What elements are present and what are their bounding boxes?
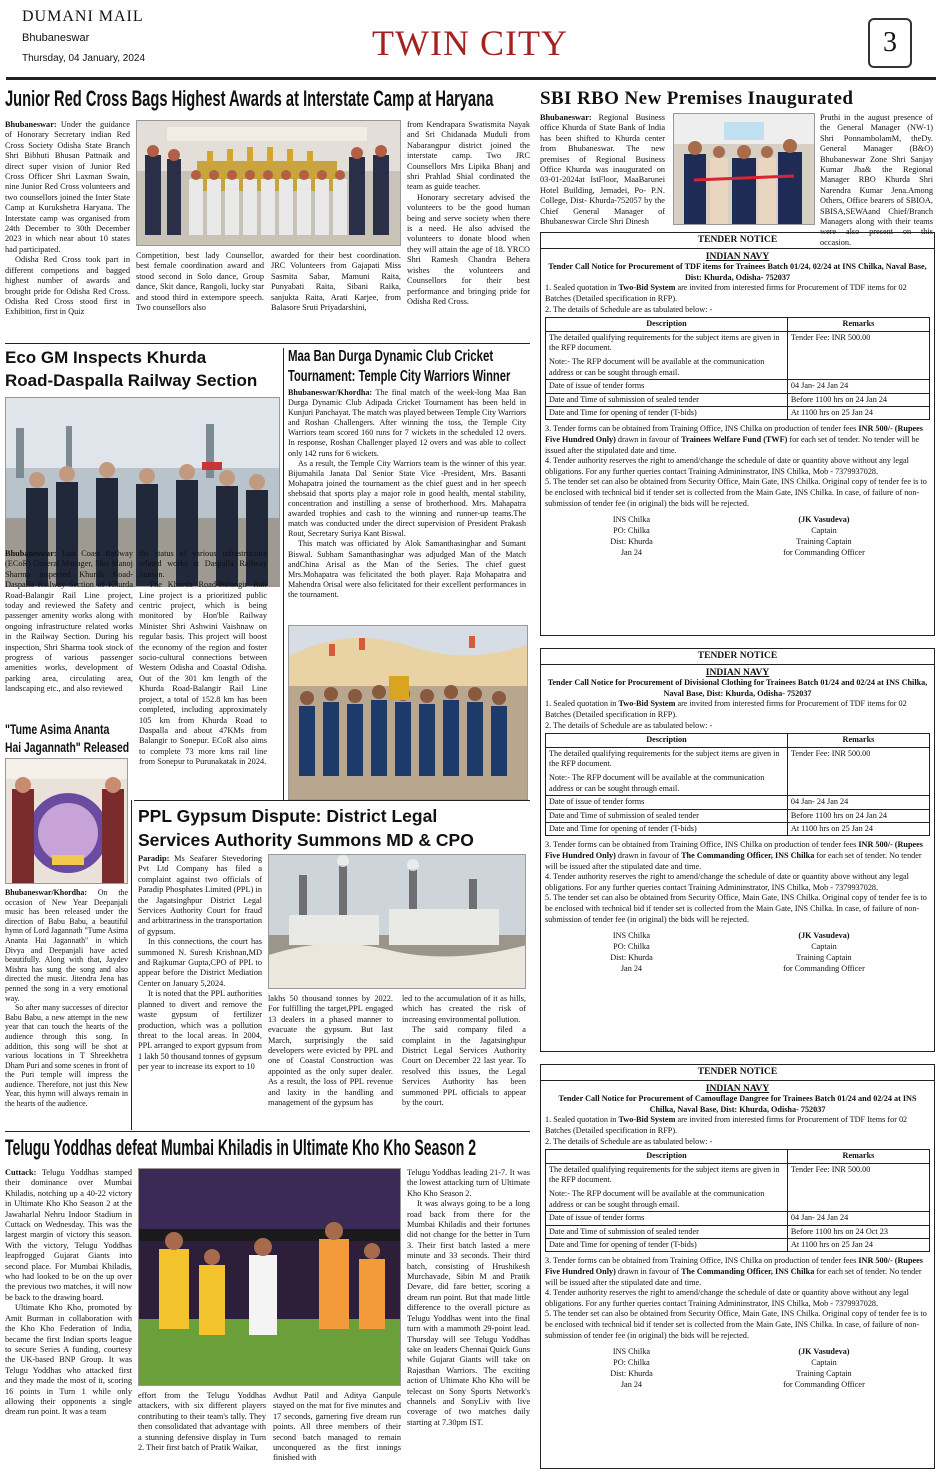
address-block: INS Chilka PO: Chilka Dist: Khurda Jan 24 <box>610 515 653 557</box>
tender-line-1: 1. Sealed quotation in Two-Bid System are invited from interested firms for Procurement of TDF items for 02 Batches (Detailed specification in RFP). <box>545 283 907 303</box>
tender-line-5: 5. The tender set can also be obtained from Security Office, Main Gate, INS Chilka. Original copy of tender fee is to be enclosed with technical bid if tender set is collected from the Main Gate, INS Chilka. In case, of failure of non-submission of tender fee (in original) the bids will be rejected. <box>545 477 927 508</box>
divider <box>5 1131 530 1132</box>
headline-line-2: Tournament: Temple City Warriors Winner <box>288 368 511 385</box>
tender-org: INDIAN NAVY <box>705 251 770 262</box>
para: lakhs 50 thousand tonnes by 2022. For fulfilling the target,PPL engaged 13 dealers in a phased manner to evacuate the gypsum. But last March, surprisingly the said developers were evicted by PPL and one of Coastal Construction was appointed as the only super dealer. As a result, the loss of PPL revenue and laxity in the handling and management of the gypsum has <box>268 994 393 1108</box>
divider <box>131 800 132 1130</box>
tender-org: INDIAN NAVY <box>705 667 770 678</box>
para: Bhubaneswar: Regional Business office Khurda of State Bank of India has been shifted to Khurda center from Bhubaneswar. The new premises of Regional Business Office Khurda was inaugurated on 03-01-2024at IstFloor, MaaBarunei Hotel Building, Jemadei, Po- P.N. College, Dist- Khurda-752057 by the Chief General Manager of Bhubaneswar Circle Shri Dinesh <box>540 113 665 227</box>
photo-kho-kho-match <box>138 1168 401 1386</box>
col-header-description: Description <box>546 318 788 331</box>
tender-line-4: 4. Tender authority reserves the right to amend/change the schedule of date or quantity above without any legal obligations. For any further queries contact Training Admininstrator, INS Chilka, Mob - 7379937028. <box>545 456 909 476</box>
body <box>5 888 128 1109</box>
para: Competition, best lady Counsellor, best female coordination award and stood second in Solo dance, Group dance, Skit dance, Rangoli, lucky star and stood third in extempore speech. Two counsellors also <box>136 251 264 313</box>
address-block: INS Chilka PO: Chilka Dist: Khurda Jan 24 <box>610 931 653 973</box>
para: Bhubaneswar/Khordha: The final match of the week-long Maa Ban Durga Dynamic Club Adipada Cricket Tournament has been held in Kunjuri Panchayat. The match was played between Temple City Warriors and Roshan Challengers. After winning the toss, the Temple City Warriors team scored 160 runs for 7 wickets in the scheduled 12 overs. In response, Roshan Challenger played 12 overs and was able to collect only 142 runs for 6 wickets. <box>288 388 526 458</box>
para: This match was officiated by Alok Samanthasinghar and Sumant Biswal. Subham Samanthasinghar was adjudged Man of the Match andChina Arisal as the Man of the Series. The chief guest Mrs.Mohapatra was felicitated the both player. Raja Mohapatra and Mahendra Orisal were also felicitated for their excellent performances in the tournament. <box>288 539 526 599</box>
table-row <box>546 393 930 406</box>
photo-red-cross-team <box>136 120 401 246</box>
tender-line-5: 5. The tender set can also be obtained from Security Office, Main Gate, INS Chilka. Original copy of tender fee is to be enclosed with technical bid if tender set is collected from the Main Gate, INS Chilka. In case, of failure of non-submission of tender fee (in original) the bids will be rejected. <box>545 893 927 924</box>
tender-line-4: 4. Tender authority reserves the right to amend/change the schedule of date or quantity above without any legal obligations. For any further queries contact Training Admininstrator, INS Chilka, Mob - 7379937028. <box>545 872 909 892</box>
para: Bhubaneswar: Under the guidance of Honorary Secretary indian Red Cross Society Odisha State Branch Shri Bibhuti Bhusan Pattnaik and direct super vision of Junior Red Cross Officer Shri Laxman Swain, nine Junior Red Cross volunteers and two counsellors joined the Inter State Camp at Kurukshetra Haryana. The Interstate camp was organised from 24th December to 30th December 2023 in which near about 10 states had participated. <box>5 120 130 254</box>
table-row <box>546 331 930 380</box>
tender-label: TENDER NOTICE <box>541 649 934 665</box>
table-cell: Date and Time for opening of tender (T-bids) <box>546 823 788 836</box>
address-block: INS Chilka PO: Chilka Dist: Khurda Jan 24 <box>610 1347 653 1389</box>
body-col-1 <box>540 113 665 227</box>
para: In this connections, the court has summoned N. Suresh Krishnan,MD and Rajkumar Gupta,CPO of PPL to appear before the District Mediation Center on January 5,2024. <box>138 937 262 988</box>
brand-name: DUMANI MAIL <box>22 8 144 25</box>
table-cell: Before 1100 hrs on 24 Jan 24 <box>787 809 929 822</box>
table-row <box>546 1239 930 1252</box>
para: Avdhut Patil and Aditya Ganpule stayed on the mat for five minutes and 17 seconds, garnering five dream run points. All three members of their second batch managed to remain unconquered as the first innings finished with <box>273 1391 401 1463</box>
para: Bhubaneswar/Khordha: On the occasion of New Year Deepanjali music has been released under the direction of Babu Babu, a beautiful hymn of Lord Jagannath "Tume Asima Ananta Hai Jagannath" in which Divya and Deepanjali have acted beautifully. Along with that, Jaydev Mishra has sung the song and also directed the music. Jitendra Jena has penned the song in a very emotional way. <box>5 888 128 1003</box>
article-ppl-gypsum <box>138 804 528 1129</box>
tender-line-2: 2. The details of Schedule are as tabulated below: - <box>545 720 713 730</box>
table-row <box>546 796 930 809</box>
headline-line-2: Hai Jagannath" Released <box>5 739 130 755</box>
headline-line-1: Eco GM Inspects Khurda <box>5 348 207 367</box>
body-col-2 <box>139 549 267 768</box>
table-cell: Date and Time of submission of sealed tender <box>546 393 788 406</box>
tender-notice-1 <box>540 232 935 636</box>
body-col-3 <box>271 251 401 313</box>
col-header-description: Description <box>546 734 788 747</box>
signatory-block: (JK Vasudeva) Captain Training Captain for Commanding Officer <box>783 515 865 557</box>
tender-line-2: 2. The details of Schedule are as tabulated below: - <box>545 1136 713 1146</box>
table-cell: Tender Fee: INR 500.00 <box>787 747 929 796</box>
tender-line-4: 4. Tender authority reserves the right to amend/change the schedule of date or quantity above without any legal obligations. For any further queries contact Training Admininstrator, INS Chilka, Mob - 7379937028. <box>545 1288 909 1308</box>
headline: SBI RBO New Premises Inaugurated <box>540 88 854 109</box>
table-cell: Date and Time for opening of tender (T-bids) <box>546 407 788 420</box>
tender-line-1: 1. Sealed quotation in Two-Bid System are invited from interested firms for Procurement of TDF items for 02 Batches (Detailed specification in RFP). <box>545 699 907 719</box>
headline-line-1: "Tume Asima Ananta <box>5 721 110 737</box>
article-kho-kho <box>5 1133 530 1473</box>
table-row <box>546 1212 930 1225</box>
tender-line-3: 3. Tender forms can be obtained from Training Office, INS Chilka on production of tender fees INR 500/- (Rupees Five Hundred Only) drawn in favour of Trainees Welfare Fund (TWF) for each set of tender. No tender will be issued after the stipulated date and time. <box>545 424 923 455</box>
edition-date: Thursday, 04 January, 2024 <box>22 53 146 64</box>
body-col-1 <box>5 120 130 318</box>
table-cell: The detailed qualifying requirements for the subject items are given in the RFP document. Note:- The RFP document will be available at the communication address or can be sought through email. <box>546 331 788 380</box>
table-row <box>546 809 930 822</box>
table-row <box>546 823 930 836</box>
para: It was always going to be a long road back from there for the Mumbai Khiladis and their fortunes did not change for the better in Turn 3. Their first batch lasted a mere minute and 33 seconds. Their third batch, consisting of Hrushikesh Murchavade, Sibin M and Pratik Devare, did fare better, scoring a dream run point. But that made little difference to the overall picture as Telugu Yoddhas went into the final turn with a mammoth 29-point lead. Thursday will see Telugu Yoddhas take on leaders Chennai Quick Guns while Gujarat Giants will take on Rajasthan Warriors. The exciting action of Ultimate Kho Kho will be telecast on Sony Sports Network's channels and SonyLiv with live coverage of two matches daily starting at 7.30pm IST. <box>407 1199 530 1427</box>
para: Honorary secretary advised the volunteers to be the good human being and serve society when there is a need. He also advised the volunteers to donate blood when they will attain the age of 18. YRCO Shri Ramesh Chandra Behera wishes the volunteers and Counsellors for their best performance and bringing pride for Odisha Red Cross. <box>407 192 530 306</box>
signature-block <box>545 515 930 558</box>
tender-line-5: 5. The tender set can also be obtained from Security Office, Main Gate, INS Chilka. Original copy of tender fee is to be enclosed with technical bid if tender set is collected from the Main Gate, INS Chilka. In case, of failure of non-submission of tender fee (in original) the bids will be rejected. <box>545 1309 927 1340</box>
table-cell: Date of issue of tender forms <box>546 380 788 393</box>
table-cell: Tender Fee: INR 500.00 <box>787 1163 929 1212</box>
para: awarded for their best coordination. JRC Volunteers from Gajapati Miss Sasmita Sabar, Mamuni Raita, Punyabati Raita, Sibani Raika, sanjukta Raita, Arati Karjee, from Balasore Sruti Priyadarshini, <box>271 251 401 313</box>
table-cell: At 1100 hrs on 25 Jan 24 <box>787 1239 929 1252</box>
tender-notice-3 <box>540 1064 935 1469</box>
body-col-2 <box>138 1391 266 1453</box>
article-tume-asima-ananta <box>5 718 128 1130</box>
col-header-remarks: Remarks <box>787 318 929 331</box>
table-cell: Date and Time of submission of sealed tender <box>546 1225 788 1238</box>
table-row <box>546 407 930 420</box>
page-number: 3 <box>868 18 912 68</box>
body-col-4 <box>407 1168 530 1428</box>
table-cell: Tender Fee: INR 500.00 <box>787 331 929 380</box>
para: led to the accumulation of it as hills, which has created the risk of increasing environmental pollution. <box>402 994 526 1024</box>
table-cell: At 1100 hrs on 25 Jan 24 <box>787 407 929 420</box>
para: from Kendrapara Swatismita Nayak and Sri Chidanada Muduli from Nabarangpur district joined the interstate camp. Two JRC Counsellors Mrs Lipika Bhanj and shri Prahlad Shial cordinated the team as guide teacher. <box>407 120 530 192</box>
table-row <box>546 1225 930 1238</box>
col-header-remarks: Remarks <box>787 734 929 747</box>
table-cell: Date of issue of tender forms <box>546 796 788 809</box>
tender-label: TENDER NOTICE <box>541 1065 934 1081</box>
tender-line-3: 3. Tender forms can be obtained from Training Office, INS Chilka on production of tender fees INR 500/- (Rupees Five Hundred Only) drawn in favour of The Commanding Officer, INS Chilka for each set of tender. No tender will be issued after the stipulated date and time. <box>545 840 923 871</box>
col-header-description: Description <box>546 1150 788 1163</box>
table-cell: The detailed qualifying requirements for the subject items are given in the RFP document. Note:- The RFP document will be available at the communication address or can be sought through email. <box>546 1163 788 1212</box>
para: As a result, the Temple City Warriors team is the winner of this year. Bijumahila Janata Dal Senior State Vice -President, Mrs. Basanti Mohapatra joined the tournament as the chief guest and in her speech shebsaid that sports play a major role in good health, mental stability, concentration and instilling a sense of brotherhood. Mrs. Mahapatra awarded trophies and cash to the winning and runner-up teams.The match was conducted under the direct supervision of President Prakash Rout, Secretary Suriya Kant Biswal. <box>288 458 526 539</box>
tender-title: Tender Call Notice for Procurement of Camouflage Dangree for Trainees Batch 01/24 and 02/24 at INS Chilka, Naval Base, Dist: Khurda, Odisha- 752037 <box>558 1094 917 1114</box>
section-title: TWIN CITY <box>372 23 568 63</box>
col-header-remarks: Remarks <box>787 1150 929 1163</box>
para: Ultimate Kho Kho, promoted by Amit Burman in collaboration with the Kho Kho Federation of India, became the first Indian sports league to secure Series A funding, courtesy the UK-based BNP Group. It was Telugu Yoddhas who attacked first and they made the most of it, scoring 16 points in Turn 1 while only allowing their opponents a single dream run point. It was a team <box>5 1303 132 1417</box>
table-cell: 04 Jan- 24 Jan 24 <box>787 1212 929 1225</box>
para: The Khurda Road-Balangir Rail Line project is a prioritized public centric project, which is being monitored by Hon'ble Railway Minister Shri Ashwini Vaishnaw on regular basis. This project will boost the economy of the region and foster socio-cultural connections between Western Odisha and Coastal Odisha. Out of the 301 km length of the Khurda Road-Balangir Rail Line project, a total of 152.8 km has been completed, including approximately 105 km from Khurda Road to Daspalla and about 47KMs from Balangir to Sonepur. ECoR also aims to complete 73 more kms rail line from Sonepur to Purunakatak in 2024. <box>139 580 267 767</box>
para: the status of various infrastructure related works at Daspalla Railway Station. <box>139 549 267 579</box>
article-cricket-tournament <box>288 346 528 801</box>
headline: Telugu Yoddhas defeat Mumbai Khiladis in Ultimate Kho Kho Season 2 <box>5 1135 477 1160</box>
tender-notice-2 <box>540 648 935 1052</box>
tender-title: Tender Call Notice for Procurement of TDF items for Trainees Batch 01/24, 02/24 at INS Chilka, Naval Base, Dist: Khurda, Odisha- 752037 <box>548 262 927 282</box>
table-cell: Before 1100 hrs on 24 Jan 24 <box>787 393 929 406</box>
body-col-2 <box>268 994 393 1108</box>
tender-org: INDIAN NAVY <box>705 1083 770 1094</box>
table-cell: 04 Jan- 24 Jan 24 <box>787 380 929 393</box>
body-col-2 <box>136 251 264 313</box>
table-row <box>546 1163 930 1212</box>
para: effort from the Telugu Yoddhas attackers, with six different players contributing to their team's tally. They then consolidated that advantage with a stunning defensive display in Turn 2. Their first batch of Pratik Waikar, <box>138 1391 266 1453</box>
photo-ppl-factory <box>268 854 526 989</box>
para: Cuttack: Telugu Yoddhas stamped their dominance over Mumbai Khiladis, notching up a 40-22 victory in Ultimate Kho Kho Season 2 at the Jawaharlal Nehru Indoor Stadium in Cuttack on Wednesday. This was the largest margin of victory this season. With the victory, Telugu Yoddhas leapfrogged Gujarat Giants into second place. For Mumbai Khiladis, who had looked to be on the up over the previous two matches, it will now be back to the drawing board. <box>5 1168 132 1302</box>
body-col-1 <box>5 549 133 695</box>
table-cell: Date and Time for opening of tender (T-bids) <box>546 1239 788 1252</box>
schedule-table <box>545 1149 930 1252</box>
table-cell: At 1100 hrs on 25 Jan 24 <box>787 823 929 836</box>
body-col-4 <box>407 120 530 307</box>
headline: Junior Red Cross Bags Highest Awards at Interstate Camp at Haryana <box>5 86 494 111</box>
signatory-block: (JK Vasudeva) Captain Training Captain for Commanding Officer <box>783 1347 865 1389</box>
para: So after many successes of director Babu Babu, a new attempt in the new year that can touch the hearts of the audience through this song. In addition, this song will be shot at various locations in T Shreekhetra Dham Puri and some scenes in front of the Puri temple will impress the audience. Therefore, not just this New Year, this hymn will always remain in the hearts of the audience. <box>5 1003 128 1109</box>
para: The said company filed a complaint in the Jagatsinghpur District Legal Services Authority Court on December 22 last year. To resolved this issues, the Legal Services Authority has been summoned PPL officials to appear by the court. <box>402 1025 526 1108</box>
divider <box>134 800 530 801</box>
tender-line-1: 1. Sealed quotation in Two-Bid System are invited from interested firms for Procurement of TDF Items for 02 Batches (Detailed specification in RFP). <box>545 1115 908 1135</box>
body-col-1 <box>5 1168 132 1418</box>
table-cell: Date of issue of tender forms <box>546 1212 788 1225</box>
article-junior-red-cross <box>5 86 530 344</box>
edition-city: Bhubaneswar <box>22 32 90 44</box>
para: Odisha Red Cross took part in different competions and bagged highest number of awards and brought pride for Odisha Red Cross. Odisha Red Cross stood first in Exhibition, first in Quiz <box>5 255 130 317</box>
headline-line-1: Maa Ban Durga Dynamic Club Cricket <box>288 348 494 365</box>
masthead <box>0 0 945 80</box>
tender-label: TENDER NOTICE <box>541 233 934 249</box>
body-col-3 <box>402 994 526 1108</box>
signature-block <box>545 931 930 974</box>
signature-block <box>545 1347 930 1390</box>
photo-sbi-inauguration <box>673 113 815 225</box>
para: It is noted that the PPL authorities planned to divert and remove the waste gypsum of fertilizer production, which was a pollution threat to the local areas. In 2004, PPL arranged to export gypsum from 1 lakh 50 thousand tonnes of gypsum per year to increase its export to 10 <box>138 989 262 1072</box>
table-cell: Before 1100 hrs on 24 Oct 23 <box>787 1225 929 1238</box>
divider <box>283 348 284 800</box>
para: Bhubaneswar: East Coast Railway (ECoR) General Manager, Shri Manoj Sharma inspected Khurda Road-Daspalla Railway Section of Khurda Road-Balangir Rail Line project, today and reviewed the Safety and passenger amenity works along with ongoing infrastructure related works in the Railway Section. During his inspection, Shri Sharma took stock of progress of various passenger amenities works, development of parking area, circulating area, landscaping etc., and also reviewed <box>5 549 133 694</box>
signatory-block: (JK Vasudeva) Captain Training Captain for Commanding Officer <box>783 931 865 973</box>
tender-line-2: 2. The details of Schedule are as tabulated below: - <box>545 304 713 314</box>
tender-line-3: 3. Tender forms can be obtained from Training Office, INS Chilka on production of tender fees INR 500/- (Rupees Five Hundred Only) drawn in favour of The Commanding Officer, INS Chilka for each set of tender. No tender will be issued after the stipulated date and time. <box>545 1256 923 1287</box>
table-cell: Date and Time of submission of sealed tender <box>546 809 788 822</box>
photo-album-poster <box>5 758 128 884</box>
schedule-table <box>545 317 930 420</box>
headline-line-2: Road-Daspalla Railway Section <box>5 371 258 390</box>
divider <box>5 343 530 344</box>
body-col-3 <box>273 1391 401 1464</box>
table-cell: 04 Jan- 24 Jan 24 <box>787 796 929 809</box>
headline-line-2: Services Authority Summons MD & CPO <box>138 830 474 850</box>
table-row <box>546 747 930 796</box>
para: Paradip: Ms Seafarer Stevedoring Pvt Ltd Company has filed a complaint against two officials of Paradip Phosphates Limited (PPL) in the Jagatsinghpur District Legal Services Authority Court for fraud and arbitrariness in the transportation of gypsum. <box>138 854 262 936</box>
photo-cricket-winners <box>288 625 528 800</box>
body <box>288 388 526 600</box>
headline-line-1: PPL Gypsum Dispute: District Legal <box>138 806 438 826</box>
para: Telugu Yoddhas leading 21-7. It was the lowest attacking turn of Ultimate Kho Kho Season 2. <box>407 1168 530 1198</box>
table-cell: The detailed qualifying requirements for the subject items are given in the RFP document. Note:- The RFP document will be available at the communication address or can be sought through email. <box>546 747 788 796</box>
schedule-table <box>545 733 930 836</box>
tender-title: Tender Call Notice for Procurement of Divisional Clothing for Trainees Batch 01/24 and 02/24 at INS Chilka, Naval Base, Dist: Khurda, Odisha- 752037 <box>547 678 928 698</box>
masthead-rule <box>6 77 936 80</box>
para: Pruthi in the august presence of the General Manager (NW-1) Shri PonnambolamM, theDy. General Manager (B&O) Bhubaneswar Zone Shri Sanjay Kumar Jha& the Regional Manager RBO Khurda Shri Narendra Kumar Jena.Among Others, Office bearers of SBIOA, SBISA,SEWAand Chief/Branch Managers along with their teams were also present on this occasion. <box>820 113 933 247</box>
body-col-2 <box>820 113 933 248</box>
body-col-1 <box>138 854 262 1073</box>
table-row <box>546 380 930 393</box>
